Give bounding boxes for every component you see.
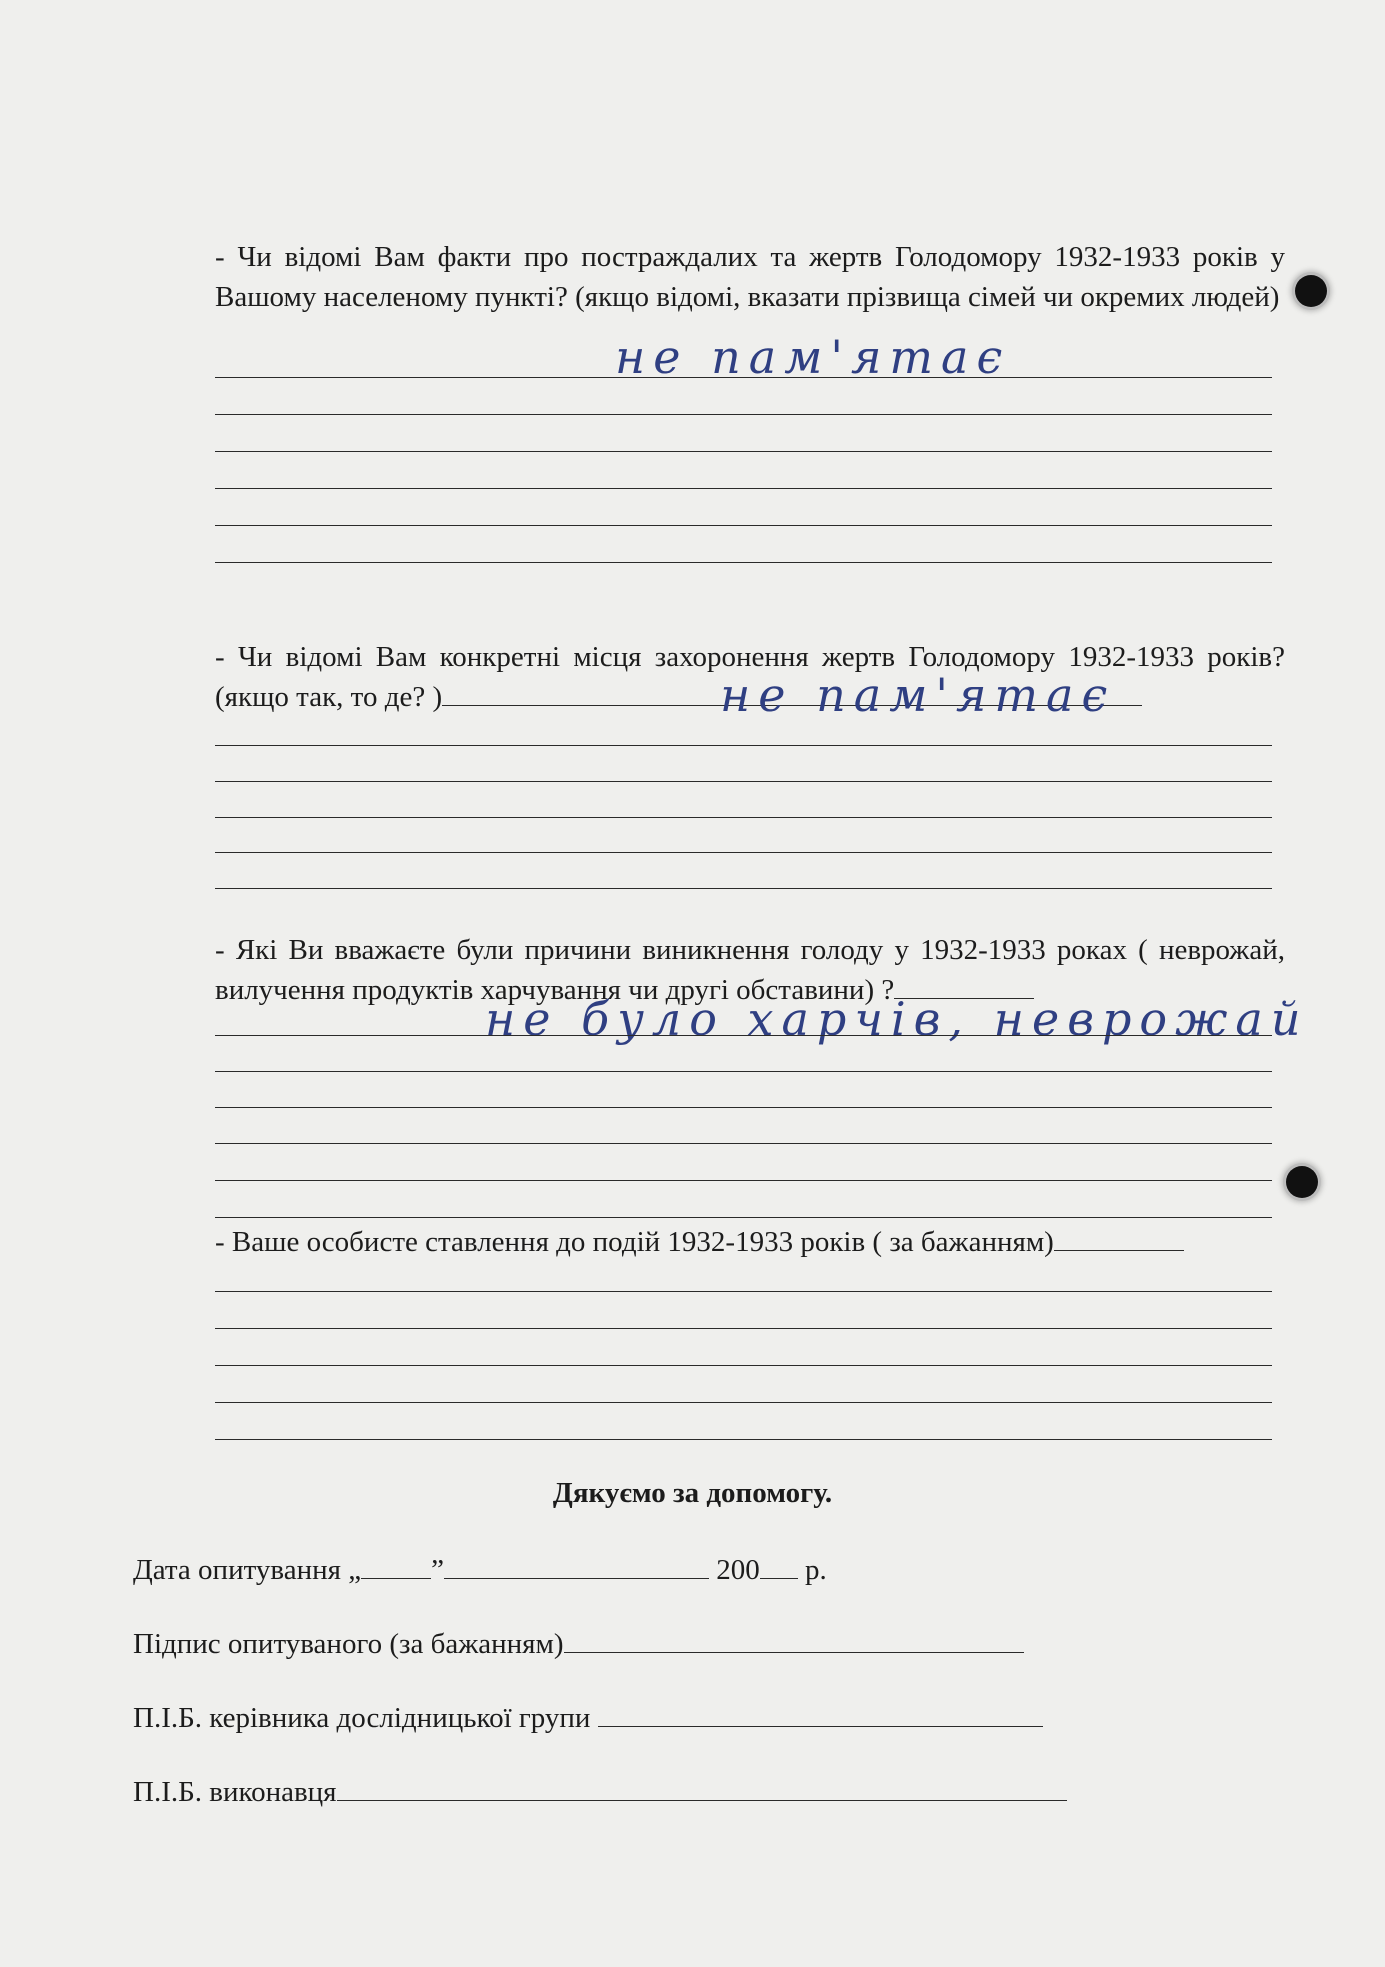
- answer-line[interactable]: [215, 562, 1272, 563]
- answer-line[interactable]: [215, 1143, 1272, 1144]
- answer-line[interactable]: [215, 1217, 1272, 1218]
- question-4-label: - Ваше особисте ставлення до подій 1932-1933 років ( за бажанням): [215, 1226, 1054, 1258]
- leader-name-label: П.І.Б. керівника дослідницької групи: [133, 1702, 591, 1734]
- signature-line: [133, 1624, 1024, 1664]
- date-year-label: 200: [716, 1554, 760, 1586]
- punch-hole-top: [1295, 275, 1327, 307]
- answer-line[interactable]: [215, 745, 1272, 746]
- punch-hole-bottom: [1286, 1166, 1318, 1198]
- question-2-answer: не пам'ятає: [720, 668, 1116, 722]
- answer-line[interactable]: [215, 488, 1272, 489]
- answer-line[interactable]: [215, 817, 1272, 818]
- date-month-field[interactable]: [444, 1554, 709, 1579]
- answer-line[interactable]: [215, 1439, 1272, 1440]
- answer-line[interactable]: [215, 1180, 1272, 1181]
- question-3-label: - Які Ви вважаєте були причини виникнення голоду у 1932-1933 роках ( неврожай, вилучення продуктів харчування чи другі обставини) ?: [215, 934, 1285, 1006]
- answer-line[interactable]: [215, 1291, 1272, 1292]
- answer-line[interactable]: [215, 852, 1272, 853]
- question-1-answer: не пам'ятає: [615, 330, 1011, 384]
- question-4-text: [215, 1222, 1285, 1262]
- leader-name-field[interactable]: [598, 1702, 1043, 1727]
- signature-field[interactable]: [564, 1628, 1024, 1653]
- date-year-field[interactable]: [760, 1554, 798, 1579]
- date-year-suffix: р.: [804, 1554, 827, 1586]
- answer-line[interactable]: [215, 525, 1272, 526]
- answer-line[interactable]: [215, 1402, 1272, 1403]
- executor-name-label: П.І.Б. виконавця: [133, 1776, 337, 1808]
- question-1-text: - Чи відомі Вам факти про постраждалих та жертв Голодомору 1932-1933 років у Вашому населеному пункті? (якщо відомі, вказати прізвища сімей чи окремих людей): [215, 241, 1285, 313]
- date-day-field[interactable]: [361, 1554, 431, 1579]
- answer-line[interactable]: [215, 1035, 1272, 1036]
- answer-line[interactable]: [215, 1365, 1272, 1366]
- answer-line[interactable]: [215, 451, 1272, 452]
- question-3-answer: не було харчів, неврожай: [485, 992, 1309, 1046]
- answer-line[interactable]: [215, 1071, 1272, 1072]
- answer-line[interactable]: [215, 1328, 1272, 1329]
- executor-name-line: [133, 1772, 1067, 1812]
- answer-line[interactable]: [215, 414, 1272, 415]
- survey-date-line: [133, 1550, 827, 1590]
- answer-line[interactable]: [215, 888, 1272, 889]
- answer-line[interactable]: [215, 1107, 1272, 1108]
- answer-line[interactable]: [215, 781, 1272, 782]
- survey-date-label: Дата опитування „: [133, 1554, 362, 1586]
- question-2-label: - Чи відомі Вам конкретні місця захоронення жертв Голодомору 1932-1933 років? (якщо так, то де? ): [215, 641, 1285, 713]
- answer-line[interactable]: [1054, 1226, 1184, 1251]
- leader-name-line: [133, 1698, 1043, 1738]
- answer-line[interactable]: [215, 377, 1272, 378]
- date-quote-close: ”: [431, 1554, 444, 1586]
- thanks-heading: Дякуємо за допомогу.: [552, 1477, 833, 1509]
- signature-label: Підпис опитуваного (за бажанням): [133, 1628, 564, 1660]
- executor-name-field[interactable]: [337, 1776, 1067, 1801]
